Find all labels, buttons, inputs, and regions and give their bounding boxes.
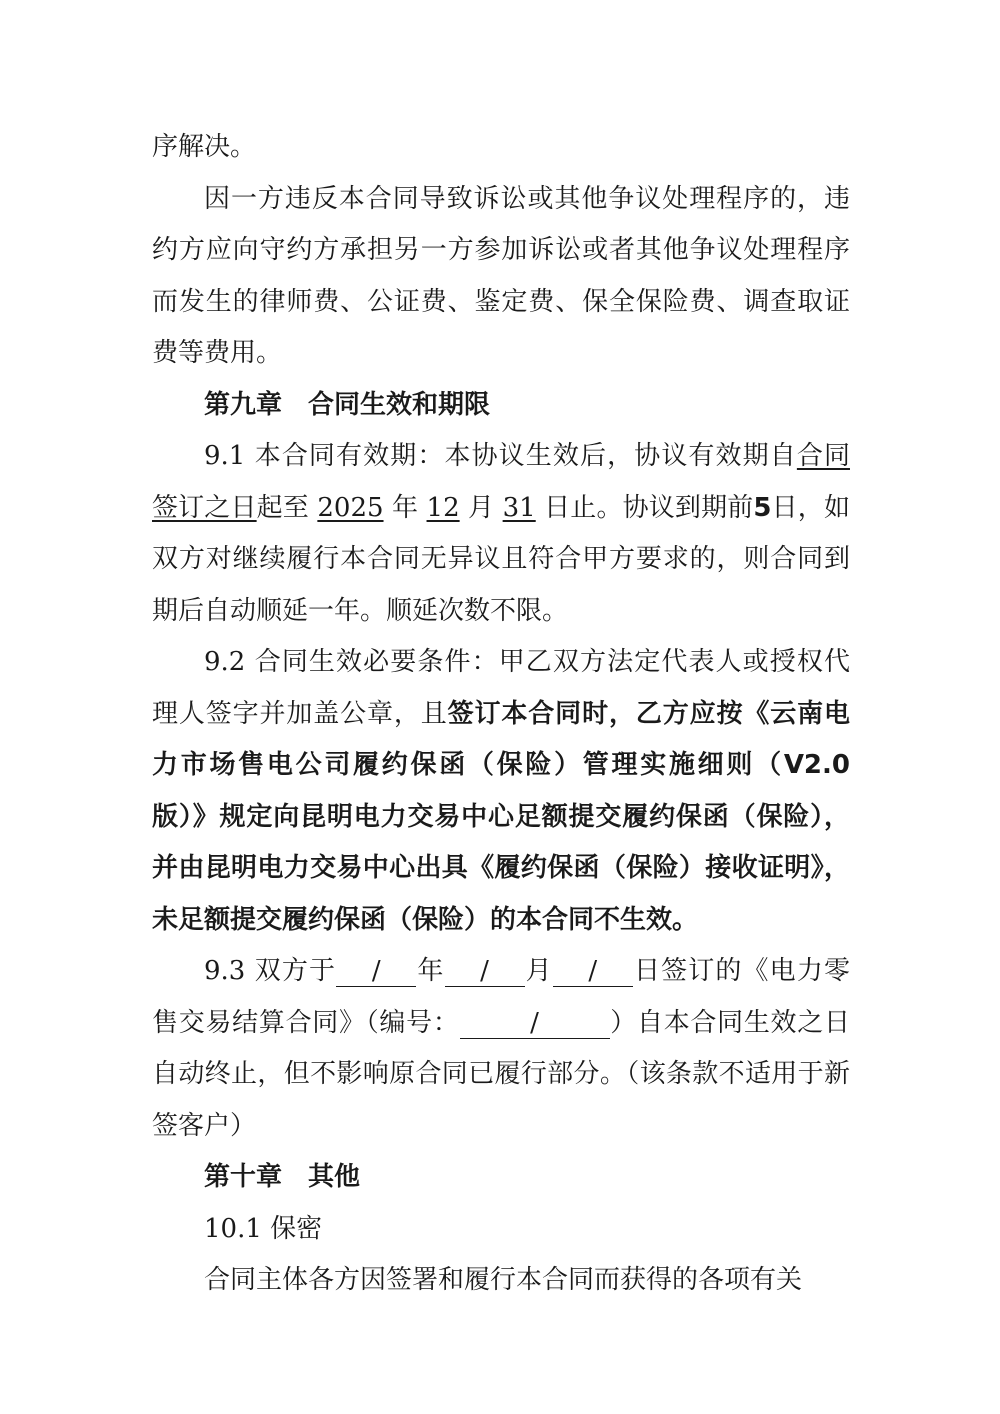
end-month-field: 12 <box>426 492 460 523</box>
clause-9-3 <box>152 946 850 1152</box>
notice-days-value: 5 <box>753 492 772 523</box>
clause-9-2 <box>152 637 850 946</box>
paragraph-continuation: 序解决。 <box>152 132 257 162</box>
chapter-9-heading: 第九章 合同生效和期限 <box>204 389 491 420</box>
clause-9-3-text: ）自本合同生效之日自动终止，但不影响原合同已履行部分。（该条款不适用于新签客户） <box>152 1007 850 1141</box>
paragraph-litigation-costs: 因一方违反本合同导致诉讼或其他争议处理程序的，违约方应向守约方承担另一方参加诉讼或者其他争议处理程序而发生的律师费、公证费、鉴定费、保全保险费、调查取证费等费用。 <box>152 183 850 368</box>
clause-10-1-heading: 10.1 保密 <box>204 1213 323 1244</box>
clause-9-1-text: 起至 <box>256 492 309 523</box>
clause-9-2-text: 9.2 合同生效必要条件：甲乙双方法定代表人或授权代理人签字并加盖公章，且 <box>152 647 850 729</box>
clause-9-3-text: 月 <box>524 956 553 986</box>
sign-month-blank: / <box>445 956 525 987</box>
start-date-field: 合同签订之日 <box>152 441 850 523</box>
contract-number-blank: / <box>460 1008 610 1039</box>
clause-9-1-text: 日，如双方对继续履行本合同无异议且符合甲方要求的，则合同到期后自动顺延一年。顺延次数不限。 <box>152 492 850 626</box>
sign-year-blank: / <box>336 956 416 987</box>
clause-9-1-text: 月 <box>468 492 495 523</box>
document-page <box>152 122 850 1307</box>
clause-9-3-text: 日签订的《电力零售交易结算合同》（编号： <box>152 956 850 1038</box>
clause-9-1-text: 年 <box>391 492 419 523</box>
clause-9-3-text: 年 <box>416 956 445 986</box>
chapter-10-heading: 第十章 其他 <box>204 1162 361 1192</box>
end-day-field: 31 <box>502 492 536 523</box>
sign-day-blank: / <box>553 956 633 987</box>
end-year-field: 2025 <box>317 492 384 523</box>
clause-9-1-text: 9.1 本合同有效期：本协议生效后，协议有效期自 <box>204 441 797 471</box>
clause-9-1 <box>152 431 850 637</box>
paragraph-confidentiality: 合同主体各方因签署和履行本合同而获得的各项有关 <box>204 1265 803 1295</box>
clause-9-1-text: 日止。协议到期前 <box>544 492 754 523</box>
clause-9-2-bold-text: 签订本合同时，乙方应按《云南电力市场售电公司履约保函（保险）管理实施细则（V2.0 版）》规定向昆明电力交易中心足额提交履约保函（保险），并由昆明电力交易中心出具《履约保函（保险）接收证明》，未足额提交履约保函（保险）的本合同不生效。 <box>152 698 850 935</box>
clause-9-3-text: 9.3 双方于 <box>204 956 337 986</box>
